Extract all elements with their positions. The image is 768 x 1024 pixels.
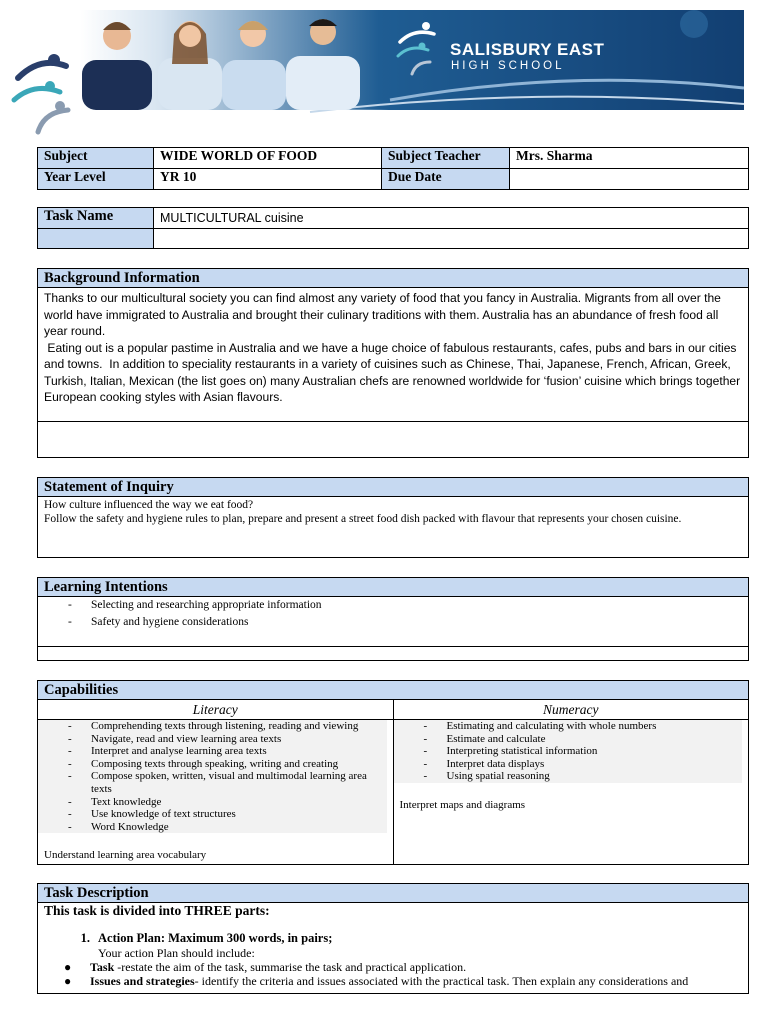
task-name-value: MULTICULTURAL cuisine <box>154 208 749 229</box>
learning-item: - Selecting and researching appropriate information <box>38 597 748 614</box>
task-name-table <box>37 207 749 249</box>
inquiry-section <box>37 477 749 558</box>
literacy-list <box>38 720 387 833</box>
capabilities-section <box>37 680 749 865</box>
bullet-1-bold: Task <box>90 959 115 974</box>
literacy-item: - Interpret and analyse learning area texts <box>38 745 387 758</box>
numeracy-list <box>394 720 743 783</box>
school-logo-icon <box>14 54 68 132</box>
year-level-label: Year Level <box>38 169 154 190</box>
numeracy-heading: Numeracy <box>394 700 749 720</box>
subject-info-table <box>37 147 749 190</box>
learning-list <box>38 597 748 646</box>
numeracy-item: - Interpret data displays <box>394 758 743 771</box>
bullet-icon: ● <box>64 959 72 974</box>
literacy-item: - Compose spoken, written, visual and multimodal learning area texts <box>38 770 387 795</box>
bullet-2-text: - identify the criteria and issues associated with the practical task. Then explain any considerations and <box>194 974 689 988</box>
task-name-label: Task Name <box>38 208 154 229</box>
background-paragraph-1: Thanks to our multicultural society you can find almost any variety of food that you fancy in Australia. Migrants from all over the world have immigrated to Australia and brought their culinary traditions with them. Australia has an abundance of fresh food all year round. <box>44 291 721 338</box>
learning-title: Learning Intentions <box>38 578 748 597</box>
literacy-column <box>38 700 393 864</box>
literacy-heading: Literacy <box>38 700 393 720</box>
numeracy-extra: Interpret maps and diagrams <box>399 798 526 811</box>
year-level-value: YR 10 <box>154 169 382 190</box>
task-part-1-subtitle: Your action Plan should include: <box>98 945 255 960</box>
bullet-icon: ● <box>64 974 72 988</box>
banner-graphic <box>10 8 744 136</box>
task-part-1-title: Action Plan: Maximum 300 words, in pairs; <box>98 931 333 945</box>
background-body <box>38 288 748 421</box>
inquiry-statement: Follow the safety and hygiene rules to plan, prepare and present a street food dish packed with flavour that represents your chosen cuisine. <box>44 513 682 525</box>
task-name-empty-value <box>154 229 749 249</box>
subject-value: WIDE WORLD OF FOOD <box>154 148 382 169</box>
school-subtitle: HIGH SCHOOL <box>451 60 565 72</box>
task-part-1 <box>44 931 742 946</box>
task-description-body <box>38 903 748 989</box>
task-description-title: Task Description <box>38 884 748 903</box>
task-bullet-2 <box>44 974 742 989</box>
literacy-item: - Text knowledge <box>38 796 387 809</box>
due-date-label: Due Date <box>382 169 510 190</box>
task-description-intro: This task is divided into THREE parts: <box>44 903 270 918</box>
subject-label: Subject <box>38 148 154 169</box>
background-paragraph-2: Eating out is a popular pastime in Australia and we have a huge choice of fabulous restaurants, cafes, pubs and bars in our cities and towns. In addition to speciality restaurants in a variety of cuisines such as Chinese, Thai, Japanese, French, African, Greek, Turkish, Italian, Mexican (the list goes on) many Australian chefs are renowned worldwide for ‘fusion’ cuisine which brings together European cooking styles with Asian flavours. <box>44 340 744 404</box>
task-part-1-number: 1. <box>80 931 90 945</box>
numeracy-column <box>393 700 749 864</box>
learning-empty-row <box>38 646 748 660</box>
bullet-2-bold: Issues and strategies <box>90 974 195 988</box>
inquiry-body <box>38 497 748 527</box>
literacy-item: - Use knowledge of text structures <box>38 808 387 821</box>
literacy-extra: Understand learning area vocabulary <box>44 849 207 862</box>
numeracy-item: - Interpreting statistical information <box>394 745 743 758</box>
task-description-section <box>37 883 749 994</box>
numeracy-item: - Estimate and calculate <box>394 733 743 746</box>
numeracy-item: - Using spatial reasoning <box>394 770 743 783</box>
capabilities-grid <box>38 700 748 864</box>
background-title: Background Information <box>38 269 748 288</box>
literacy-item: - Composing texts through speaking, writing and creating <box>38 758 387 771</box>
inquiry-question: How culture influenced the way we eat food? <box>44 499 254 511</box>
teacher-value: Mrs. Sharma <box>510 148 749 169</box>
literacy-item: - Comprehending texts through listening, reading and viewing <box>38 720 387 733</box>
school-name: SALISBURY EAST <box>450 40 605 59</box>
background-empty-row <box>38 421 748 457</box>
capabilities-title: Capabilities <box>38 681 748 700</box>
task-bullet-1 <box>44 960 742 975</box>
learning-section <box>37 577 749 661</box>
bullet-1-text: -restate the aim of the task, summarise the task and practical application. <box>114 959 467 974</box>
literacy-item: - Word Knowledge <box>38 821 387 834</box>
numeracy-item: - Estimating and calculating with whole numbers <box>394 720 743 733</box>
learning-item: - Safety and hygiene considerations <box>38 614 748 631</box>
literacy-item: - Navigate, read and view learning area texts <box>38 733 387 746</box>
background-section <box>37 268 749 458</box>
teacher-label: Subject Teacher <box>382 148 510 169</box>
school-banner <box>10 8 744 136</box>
inquiry-title: Statement of Inquiry <box>38 478 748 497</box>
due-date-value <box>510 169 749 190</box>
task-name-empty-label <box>38 229 154 249</box>
